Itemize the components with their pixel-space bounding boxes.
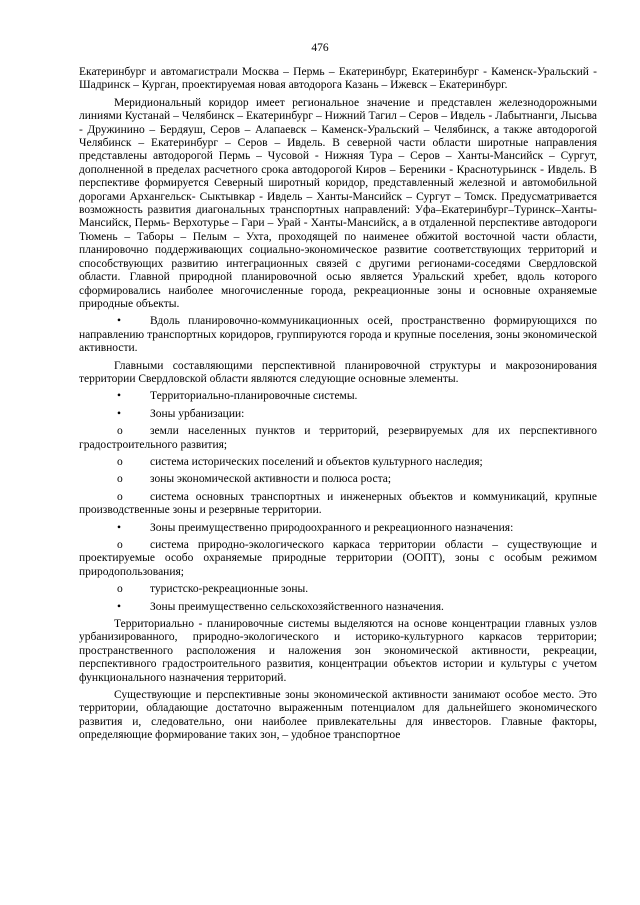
bullet-icon: • — [117, 600, 122, 613]
bullet-item — [79, 390, 597, 403]
bullet-item — [79, 408, 597, 421]
bullet-icon: • — [117, 315, 122, 328]
list-item-text: туристско-рекреационные зоны. — [150, 583, 309, 596]
paragraph: Екатеринбург и автомагистрали Москва – Пермь – Екатеринбург, Екатеринбург - Каменск-Уральский - Шадринск – Курган, проектируемая новая автодорога Казань – Ижевск – Екатеринбург. — [79, 66, 597, 92]
list-item-text: система природно-экологического каркаса территории области – существующие и проектируемые особо охраняемые природные территории (ООПТ), зоны с особым режимом природопользования; — [79, 539, 597, 578]
circle-bullet-icon: o — [117, 539, 123, 551]
circle-bullet-icon: o — [117, 473, 123, 486]
sub-item — [79, 456, 597, 469]
sub-item — [79, 473, 597, 486]
circle-bullet-icon: o — [117, 455, 123, 468]
circle-bullet-icon: o — [117, 583, 123, 596]
list-item-text: система основных транспортных и инженерных объектов и коммуникаций, крупные производственные зоны и резервные территории. — [79, 490, 597, 517]
bullet-item — [79, 601, 597, 614]
paragraph: Территориально - планировочные системы выделяются на основе концентрации главных узлов урбанизированного, природно-экологического и историко-культурного каркасов территории; пространственного расположения и наложения зон экономической активности, рекреации, перспективного градостроительного развития, концентрации объектов истории и культуры с учетом функционального назначения территорий. — [79, 618, 597, 684]
sub-item — [79, 491, 597, 518]
sub-item — [79, 539, 597, 579]
bullet-icon: • — [117, 390, 122, 403]
sub-item — [79, 583, 597, 596]
paragraph: Существующие и перспективные зоны экономической активности занимают особое место. Это территории, обладающие достаточно выраженным потенциалом для дальнейшего экономического развития и, следовательно, они наиболее привлекательны для инвесторов. Главные факторы, определяющие формирование таких зон, – удобное транспортное — [79, 689, 597, 742]
page-number: 476 — [311, 42, 329, 54]
paragraph: Главными составляющими перспективной планировочной структуры и макрозонирования территории Свердловской области являются следующие основные элементы. — [79, 359, 597, 385]
list-item-text: зоны экономической активности и полюса роста; — [150, 473, 392, 486]
paragraph: Меридиональный коридор имеет региональное значение и представлен железнодорожными линиями Кустанай – Челябинск – Екатеринбург – Нижний Тагил – Серов – Ивдель - Лабытнанги, Лысьва - Дружинино – Бердяуш, Серов – Алапаевск – Каменск-Уральский – Челябинск, а также автодорогой Челябинск – Екатеринбург – Серов – Ивдель. В северной части области широтные направления представлены автодорогой Пермь – Чусовой - Нижняя Тура – Серов – Ханты-Мансийск – Сургут, дополненной в пределах расчетного срока автодорогой Киров – Береники - Краснотурьинск - Ивдель. В перспективе формируется Северный широтный коридор, представленный железной и автомобильной дорогами Архангельск- Сыктывкар - Ивдель – Ханты-Мансийск – Сургут – Томск. Предусматривается возможность развития диагональных транспортных направлений: Уфа–Екатеринбург–Туринск–Ханты-Мансийск, Пермь- Верхотурье – Гари – Урай - Ханты-Мансийск, а в отдаленной перспективе автодороги Тюмень – Таборы – Пелым – Ухта, проходящей по наименее обжитой восточной части области, планировочно поддерживающих социально-экономическое развитие соответствующих территорий и способствующих развитию интеграционных связей с другими регионами-соседями Свердловской области. Главной природной планировочной осью является Уральский хребет, вдоль которого сформировались наиболее многочисленные города, рекреационные зоны и основные охраняемые природные объекты. — [79, 96, 597, 310]
bullet-icon: • — [117, 407, 122, 420]
list-item-text: Территориально-планировочные системы. — [150, 390, 358, 403]
bullet-icon: • — [117, 521, 122, 534]
list-item-text: система исторических поселений и объектов культурного наследия; — [150, 455, 483, 468]
list-item-text: земли населенных пунктов и территорий, резервируемых для их перспективного градостроительного развития; — [79, 425, 597, 451]
list-item-text: Зоны урбанизации: — [150, 407, 245, 420]
document-body — [79, 66, 597, 747]
list-item-text: Зоны преимущественно сельскохозяйственного назначения. — [150, 600, 444, 613]
circle-bullet-icon: o — [117, 490, 123, 503]
bullet-item — [79, 522, 597, 535]
sub-item — [79, 425, 597, 452]
circle-bullet-icon: o — [117, 425, 123, 438]
list-item-text: Вдоль планировочно-коммуникационных осей, пространственно формирующихся по направлению транспортных коридоров, группируются города и крупные поселения, зоны экономической активности. — [79, 315, 597, 355]
bullet-item — [79, 315, 597, 355]
list-item-text: Зоны преимущественно природоохранного и рекреационного назначения: — [150, 521, 514, 534]
